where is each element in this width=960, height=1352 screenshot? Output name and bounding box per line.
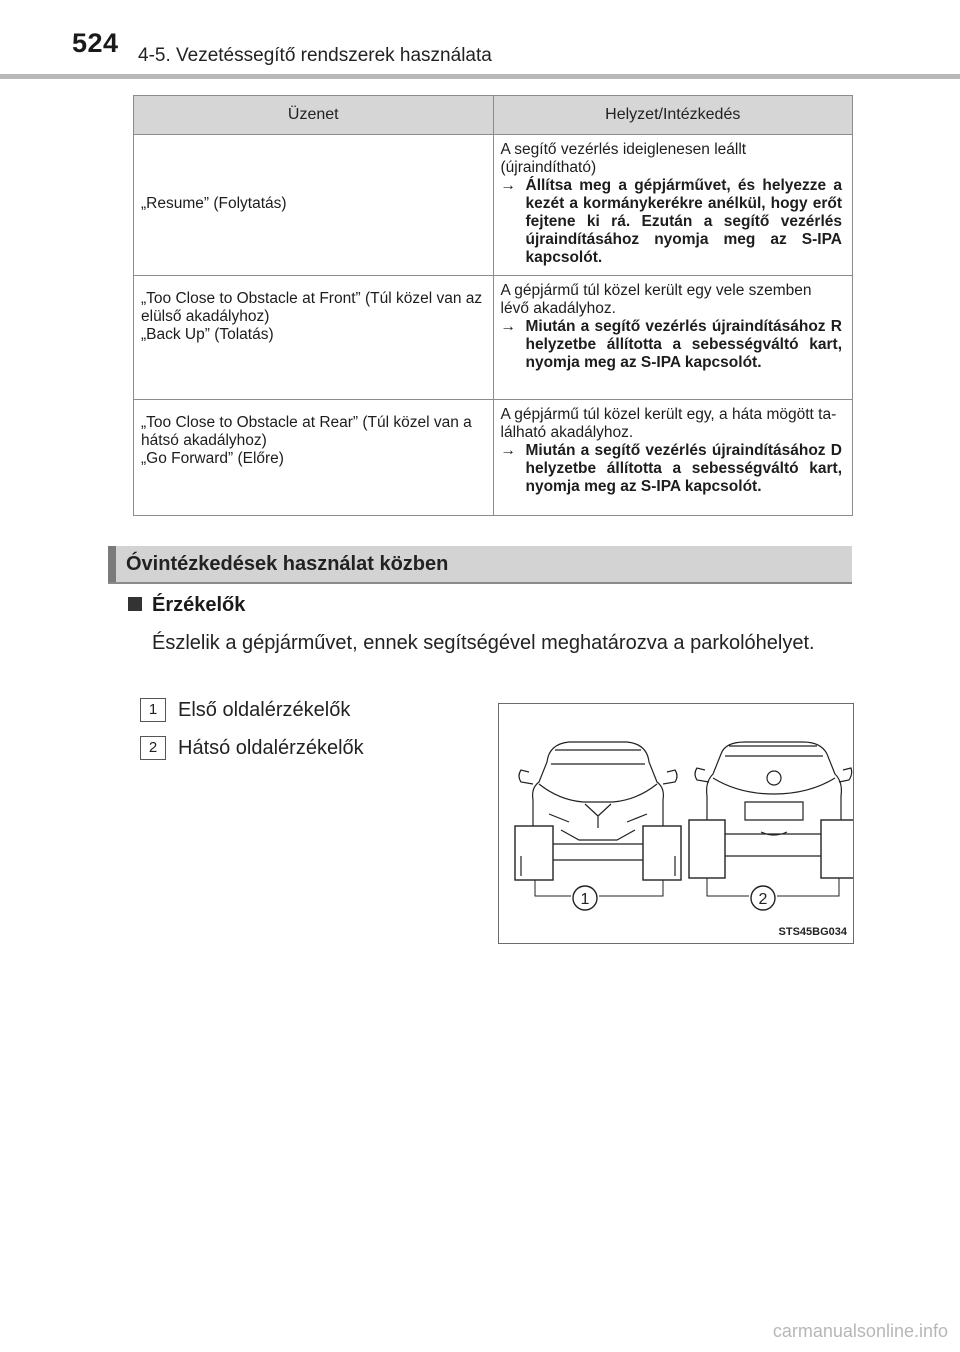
sensors-heading-text: Érzékelők <box>152 594 246 616</box>
arrow-icon: → <box>500 177 516 194</box>
column-header-message: Üzenet <box>134 96 494 135</box>
header-rule <box>0 74 960 79</box>
section-accent <box>108 546 116 582</box>
rear-left-sensor-zone <box>689 820 725 878</box>
message-text: „Resume” (Folytatás) <box>141 195 287 212</box>
action-cell <box>493 276 853 400</box>
legend-label: Első oldalérzékelők <box>178 699 351 721</box>
sensor-illustration <box>498 703 854 944</box>
sensors-description: Észlelik a gépjárművet, ennek segítségével meghatározva a parkolóhelyet. <box>152 632 815 654</box>
car-front-rear-illustration <box>499 704 853 943</box>
callout-1-label: 1 <box>580 891 590 908</box>
callout-number-2: 2 <box>140 736 166 760</box>
square-bullet-icon <box>128 597 142 611</box>
message-table <box>133 95 853 516</box>
message-cell <box>134 276 494 400</box>
callout-2-label: 2 <box>758 891 768 908</box>
callout-number-1: 1 <box>140 698 166 722</box>
action-cell <box>493 135 853 276</box>
action-instruction: Miután a segítő vezérlés újraindításához R helyzetbe állította a sebességváltó kart, nyomja meg az S-IPA kapcsolót. <box>525 318 842 371</box>
table-row <box>134 400 853 516</box>
action-text <box>501 318 843 372</box>
action-instruction: Állítsa meg a gépjárművet, és helyezze a kezét a kormánykerékre anélkül, hogy erőt fejtene ki rá. Ezután a segítő vezérlés újraindításához nyomja meg az S-IPA kapcsolót. <box>525 177 842 266</box>
message-cell <box>134 135 494 276</box>
table-row <box>134 135 853 276</box>
action-text <box>501 177 843 267</box>
message-text: „Back Up” (Tolatás) <box>141 326 274 343</box>
page-number: 524 <box>72 28 119 58</box>
legend-item-rear-sensors <box>140 736 364 760</box>
section-title: 4-5. Vezetéssegítő rendszerek használata <box>138 45 492 66</box>
sensors-heading <box>128 594 245 617</box>
figure-code: STS45BG034 <box>778 926 847 938</box>
action-text <box>501 442 843 496</box>
column-header-action: Helyzet/Intézkedés <box>493 96 853 135</box>
footer-watermark: carmanualsonline.info <box>772 1321 948 1341</box>
arrow-icon: → <box>500 442 516 459</box>
condition-text: A gépjármű túl közel került egy, a háta mögött található akadályhoz. <box>500 406 837 441</box>
rear-right-sensor-zone <box>821 820 853 878</box>
condition-text: A segítő vezérlés ideiglenesen leállt (újraindítható) <box>500 141 747 176</box>
table-header-row <box>134 96 853 135</box>
condition-text: A gépjármű túl közel került egy vele szemben lévő akadályhoz. <box>500 282 812 317</box>
action-cell <box>493 400 853 516</box>
message-text: „Too Close to Obstacle at Rear” (Túl közel van a hátsó akadályhoz) <box>141 414 472 449</box>
callout-1 <box>573 886 597 910</box>
message-text: „Too Close to Obstacle at Front” (Túl közel van az elülső akadályhoz) <box>141 290 483 325</box>
precaution-section-bar <box>108 546 852 584</box>
table-row <box>134 276 853 400</box>
action-instruction: Miután a segítő vezérlés újraindításához D helyzetbe állította a sebességváltó kart, nyomja meg az S-IPA kapcsolót. <box>525 442 842 495</box>
callout-2 <box>751 886 775 910</box>
arrow-icon: → <box>500 318 516 335</box>
message-cell <box>134 400 494 516</box>
precaution-title: Óvintézkedések használat közben <box>126 553 449 575</box>
legend-item-front-sensors <box>140 698 350 722</box>
page-header <box>0 0 960 80</box>
message-text: „Go Forward” (Előre) <box>141 450 284 467</box>
legend-label: Hátsó oldalérzékelők <box>178 737 364 759</box>
